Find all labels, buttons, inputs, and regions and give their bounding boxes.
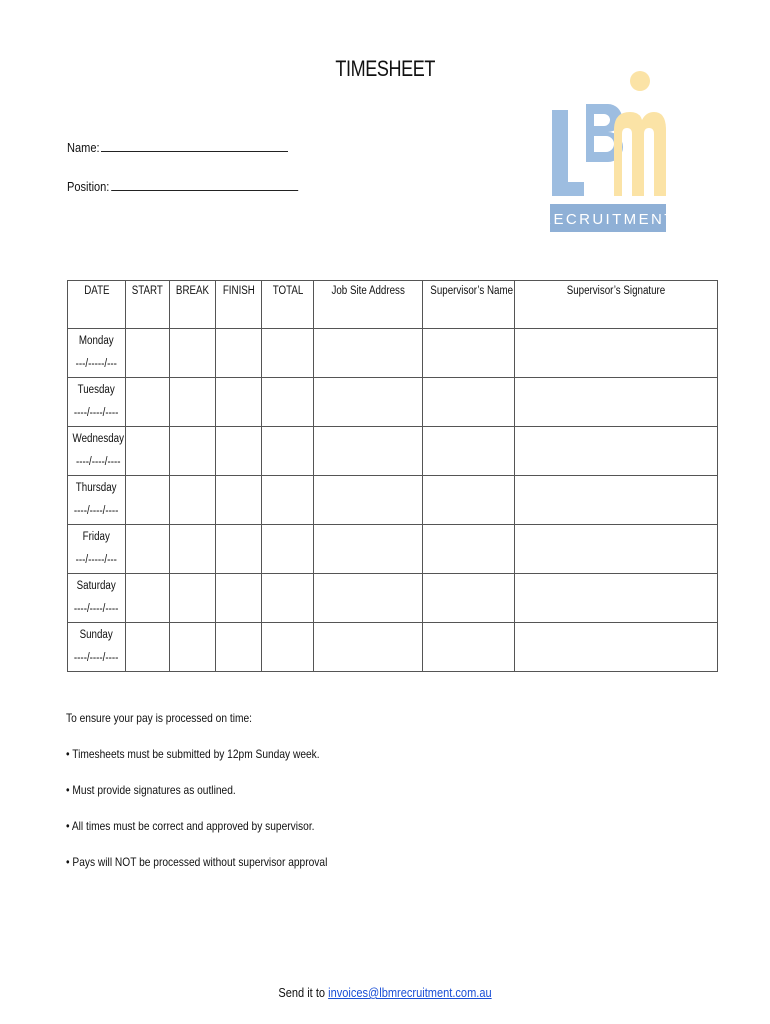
logo-letter-m: [614, 112, 666, 196]
break-cell[interactable]: [170, 427, 216, 476]
table-row: [68, 427, 718, 476]
page-title: TIMESHEET: [335, 56, 435, 81]
job-site-cell[interactable]: [314, 623, 423, 672]
day-cell-wednesday: Wednesday ----/----/----: [68, 427, 126, 476]
day-cell-thursday: Thursday ----/----/----: [68, 476, 126, 525]
supervisor-signature-cell[interactable]: [515, 623, 718, 672]
break-cell[interactable]: [170, 329, 216, 378]
total-cell[interactable]: [262, 378, 314, 427]
start-cell[interactable]: [126, 427, 170, 476]
break-cell[interactable]: [170, 525, 216, 574]
job-site-cell[interactable]: [314, 525, 423, 574]
job-site-cell[interactable]: [314, 476, 423, 525]
supervisor-name-cell[interactable]: [423, 329, 515, 378]
total-cell[interactable]: [262, 525, 314, 574]
name-line[interactable]: [101, 139, 288, 152]
finish-cell[interactable]: [216, 623, 262, 672]
notes-item: • All times must be correct and approved by supervisor.: [66, 819, 315, 833]
footer-prefix: Send it to: [278, 985, 329, 1000]
finish-cell[interactable]: [216, 525, 262, 574]
notes-item: • Must provide signatures as outlined.: [66, 783, 236, 797]
supervisor-name-cell[interactable]: [423, 476, 515, 525]
supervisor-name-cell[interactable]: [423, 378, 515, 427]
header-start: START: [126, 281, 170, 329]
break-cell[interactable]: [170, 476, 216, 525]
supervisor-signature-cell[interactable]: [515, 427, 718, 476]
email-link[interactable]: invoices@lbmrecruitment.com.au: [328, 985, 492, 1000]
logo-tagline: RECRUITMENT: [540, 211, 676, 228]
finish-cell[interactable]: [216, 574, 262, 623]
footer: [58, 985, 713, 1000]
finish-cell[interactable]: [216, 476, 262, 525]
break-cell[interactable]: [170, 574, 216, 623]
start-cell[interactable]: [126, 329, 170, 378]
break-cell[interactable]: [170, 378, 216, 427]
notes-item: • Timesheets must be submitted by 12pm Sunday week.: [66, 747, 320, 761]
table-row: [68, 329, 718, 378]
table-row: [68, 476, 718, 525]
header-date: DATE: [68, 281, 126, 329]
finish-cell[interactable]: [216, 427, 262, 476]
job-site-cell[interactable]: [314, 329, 423, 378]
notes-intro: To ensure your pay is processed on time:: [66, 711, 252, 725]
total-cell[interactable]: [262, 329, 314, 378]
total-cell[interactable]: [262, 476, 314, 525]
start-cell[interactable]: [126, 476, 170, 525]
break-cell[interactable]: [170, 623, 216, 672]
table-header-row: [68, 281, 718, 329]
pay-notes: [66, 709, 327, 889]
job-site-cell[interactable]: [314, 378, 423, 427]
day-cell-monday: Monday ---/-----/---: [68, 329, 126, 378]
supervisor-signature-cell[interactable]: [515, 329, 718, 378]
supervisor-name-cell[interactable]: [423, 623, 515, 672]
day-cell-saturday: Saturday ----/----/----: [68, 574, 126, 623]
supervisor-name-cell[interactable]: [423, 427, 515, 476]
start-cell[interactable]: [126, 378, 170, 427]
finish-cell[interactable]: [216, 329, 262, 378]
total-cell[interactable]: [262, 427, 314, 476]
total-cell[interactable]: [262, 623, 314, 672]
header-break: BREAK: [170, 281, 216, 329]
position-line[interactable]: [111, 178, 298, 191]
supervisor-signature-cell[interactable]: [515, 574, 718, 623]
company-logo: [540, 70, 676, 234]
name-field[interactable]: [67, 139, 288, 155]
header-supervisor-signature: Supervisor’s Signature: [515, 281, 718, 329]
start-cell[interactable]: [126, 574, 170, 623]
table-row: [68, 623, 718, 672]
start-cell[interactable]: [126, 623, 170, 672]
day-cell-sunday: Sunday ----/----/----: [68, 623, 126, 672]
table-row: [68, 378, 718, 427]
supervisor-signature-cell[interactable]: [515, 476, 718, 525]
header-finish: FINISH: [216, 281, 262, 329]
start-cell[interactable]: [126, 525, 170, 574]
finish-cell[interactable]: [216, 378, 262, 427]
header-supervisor-name: Supervisor’s Name: [423, 281, 515, 329]
supervisor-signature-cell[interactable]: [515, 378, 718, 427]
table-row: [68, 525, 718, 574]
day-cell-tuesday: Tuesday ----/----/----: [68, 378, 126, 427]
header-job-site-address: Job Site Address: [314, 281, 423, 329]
position-field[interactable]: [67, 178, 298, 194]
logo-letter-l-foot: [552, 182, 584, 196]
job-site-cell[interactable]: [314, 574, 423, 623]
table-row: [68, 574, 718, 623]
total-cell[interactable]: [262, 574, 314, 623]
day-cell-friday: Friday ---/-----/---: [68, 525, 126, 574]
supervisor-name-cell[interactable]: [423, 525, 515, 574]
lbm-logo-graphic: [540, 70, 676, 234]
supervisor-signature-cell[interactable]: [515, 525, 718, 574]
notes-item: • Pays will NOT be processed without supervisor approval: [66, 855, 328, 869]
position-label: Position:: [67, 179, 110, 194]
logo-head: [630, 71, 650, 91]
supervisor-name-cell[interactable]: [423, 574, 515, 623]
header-total: TOTAL: [262, 281, 314, 329]
job-site-cell[interactable]: [314, 427, 423, 476]
timesheet-table: [67, 280, 718, 672]
name-label: Name:: [67, 140, 100, 155]
